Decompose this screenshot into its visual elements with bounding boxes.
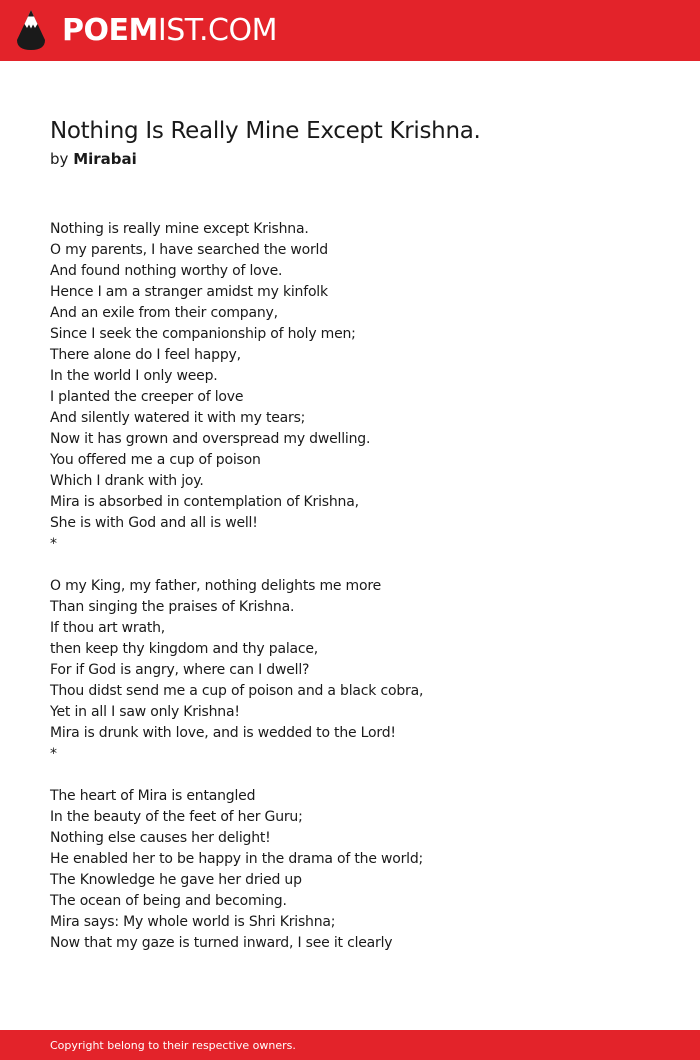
pencil-tip-icon[interactable]: [16, 9, 46, 51]
poem-line: O my King, my father, nothing delights me more: [50, 578, 382, 594]
poem-line: Mira is absorbed in contemplation of Krishna,: [50, 494, 359, 510]
poem-line: Hence I am a stranger amidst my kinfolk: [50, 284, 328, 300]
poem-line: Than singing the praises of Krishna.: [50, 599, 295, 615]
logo-text-light: IST.COM: [157, 13, 277, 48]
poem-line: Mira says: My whole world is Shri Krishna;: [50, 914, 336, 930]
site-header: [0, 0, 700, 61]
poem-line: Mira is drunk with love, and is wedded to the Lord!: [50, 725, 396, 741]
stanza-separator: *: [50, 746, 57, 762]
poem-title: Nothing Is Really Mine Except Krishna.: [50, 118, 481, 144]
poem-line: In the world I only weep.: [50, 368, 218, 384]
poem-line: Nothing is really mine except Krishna.: [50, 221, 309, 237]
poem-line: He enabled her to be happy in the drama of the world;: [50, 851, 424, 867]
poem-line: And silently watered it with my tears;: [50, 410, 306, 426]
poem-line: then keep thy kingdom and thy palace,: [50, 641, 319, 657]
blank-line: [50, 765, 670, 786]
poem-line: Now it has grown and overspread my dwelling.: [50, 431, 371, 447]
poem-line: And an exile from their company,: [50, 305, 278, 321]
poem-line: If thou art wrath,: [50, 620, 166, 636]
poem-line: In the beauty of the feet of her Guru;: [50, 809, 303, 825]
poem-line: Since I seek the companionship of holy men;: [50, 326, 356, 342]
site-logo[interactable]: [62, 13, 277, 49]
poem-line: And found nothing worthy of love.: [50, 263, 283, 279]
poem-body: [50, 219, 670, 954]
poem-line: The ocean of being and becoming.: [50, 893, 287, 909]
poem-line: Which I drank with joy.: [50, 473, 204, 489]
stanza-separator: *: [50, 536, 57, 552]
poem-line: I planted the creeper of love: [50, 389, 244, 405]
copyright-notice: Copyright belong to their respective owners.: [50, 1039, 296, 1052]
author-name: Mirabai: [73, 150, 137, 168]
poem-line: For if God is angry, where can I dwell?: [50, 662, 310, 678]
poem-line: The Knowledge he gave her dried up: [50, 872, 302, 888]
poem-line: You offered me a cup of poison: [50, 452, 261, 468]
poem-line: The heart of Mira is entangled: [50, 788, 256, 804]
blank-line: [50, 555, 670, 576]
poem-line: She is with God and all is well!: [50, 515, 258, 531]
poem-line: O my parents, I have searched the world: [50, 242, 328, 258]
logo-text-bold: POEM: [62, 13, 158, 48]
byline: [50, 148, 137, 170]
poem-line: Nothing else causes her delight!: [50, 830, 271, 846]
poem-line: Thou didst send me a cup of poison and a black cobra,: [50, 683, 424, 699]
site-footer: [0, 1030, 700, 1060]
poem-line: Yet in all I saw only Krishna!: [50, 704, 240, 720]
poem-line: There alone do I feel happy,: [50, 347, 241, 363]
by-label: by: [50, 150, 69, 168]
poem-line: Now that my gaze is turned inward, I see it clearly: [50, 935, 393, 951]
